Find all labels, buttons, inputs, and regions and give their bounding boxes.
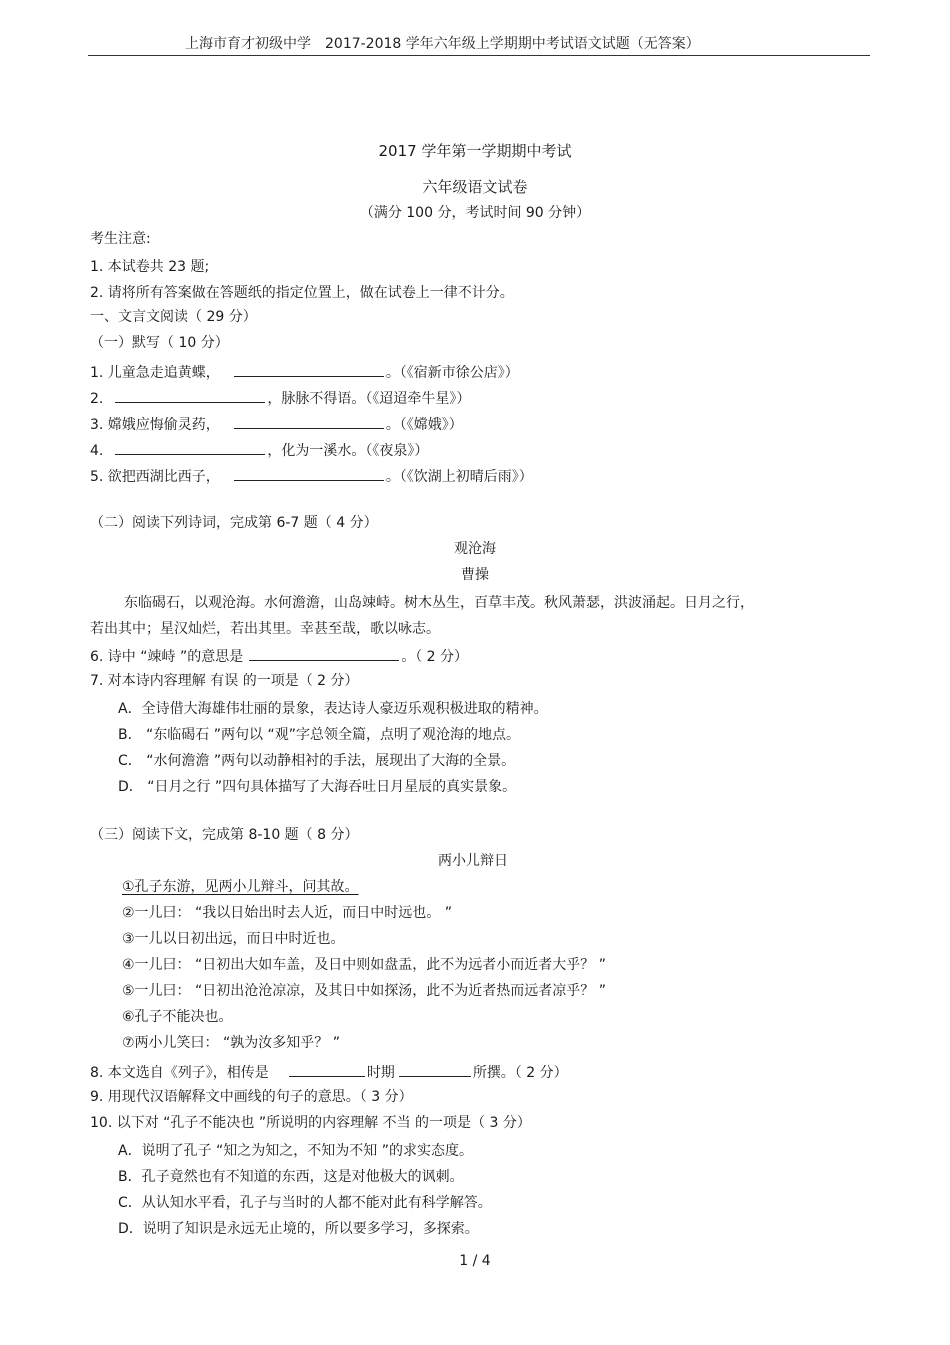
header-divider <box>88 55 870 56</box>
poem-title: 观沧海 <box>454 541 496 557</box>
question-10-stem: 10. 以下对 “孔子不能决也 ”所说明的内容理解 不当 的一项是（ 3 分） <box>90 1115 531 1131</box>
poem-author: 曹操 <box>461 567 489 583</box>
question-3 <box>90 414 463 434</box>
question-text: 时期 <box>366 1065 395 1081</box>
answer-blank[interactable] <box>234 466 384 481</box>
question-text: 所撰。（ 2 分） <box>472 1065 568 1081</box>
part-title: （三）阅读下文，完成第 8-10 题（ 8 分） <box>90 827 359 843</box>
notice-item: 2. 请将所有答案做在答题纸的指定位置上，做在试卷上一律不计分。 <box>90 285 514 301</box>
passage-line: ⑦两小儿笑曰： “孰为汝多知乎？ ” <box>122 1035 340 1051</box>
option-a: A．说明了孔子 “知之为知之，不知为不知 ”的求实态度。 <box>118 1143 473 1159</box>
question-5 <box>90 466 533 486</box>
passage-line: ④一儿曰： “日初出大如车盖，及日中则如盘盂，此不为远者小而近者大乎？ ” <box>122 957 606 973</box>
answer-blank[interactable] <box>234 362 384 377</box>
part-title: （一）默写（ 10 分） <box>90 335 229 351</box>
question-6 <box>90 646 468 666</box>
exam-subtitle: 六年级语文试卷 <box>422 178 528 196</box>
passage-line: ②一儿曰： “我以日始出时去人近，而日中时远也。 ” <box>122 905 452 921</box>
question-text: 8. 本文选自《列子》，相传是 <box>90 1065 269 1081</box>
question-text: 4. <box>90 443 104 459</box>
question-text: 。（《饮湖上初晴后雨》） <box>385 469 533 485</box>
passage-line: ③一儿以日初出远，而日中时近也。 <box>122 931 345 947</box>
answer-blank[interactable] <box>289 1062 365 1077</box>
option-d: D． “日月之行 ”四句具体描写了大海吞吐日月星辰的真实景象。 <box>118 779 517 795</box>
question-text: 。（ 2 分） <box>401 649 469 665</box>
question-4 <box>90 440 428 460</box>
question-text: 5. 欲把西湖比西子， <box>90 469 220 485</box>
question-2 <box>90 388 470 408</box>
question-text: ，化为一溪水。（《夜泉》） <box>267 443 429 459</box>
answer-blank[interactable] <box>115 388 265 403</box>
question-text: ，脉脉不得语。（《迢迢牵牛星》） <box>267 391 471 407</box>
answer-blank[interactable] <box>249 646 399 661</box>
question-text: 。（《嫦娥》） <box>385 417 463 433</box>
passage-line: ⑤一儿曰： “日初出沧沧凉凉，及其日中如探汤，此不为近者热而远者凉乎？ ” <box>122 983 606 999</box>
option-c: C． “水何澹澹 ”两句以动静相衬的手法，展现出了大海的全景。 <box>118 753 516 769</box>
question-text: 2. <box>90 391 104 407</box>
question-7-stem: 7. 对本诗内容理解 有误 的一项是（ 2 分） <box>90 673 359 689</box>
option-a: A．全诗借大海雄伟壮丽的景象，表达诗人豪迈乐观积极进取的精神。 <box>118 701 548 717</box>
page-number: 1 / 4 <box>459 1253 491 1269</box>
option-c: C．从认知水平看，孔子与当时的人都不能对此有科学解答。 <box>118 1195 492 1211</box>
passage-line-underlined: ①孔子东游，见两小儿辩斗，问其故。 <box>122 879 359 895</box>
question-8 <box>90 1062 568 1082</box>
question-text: 6. 诗中 “竦峙 ”的意思是 <box>90 649 244 665</box>
answer-blank[interactable] <box>115 440 265 455</box>
section-title: 一、文言文阅读（ 29 分） <box>90 309 257 325</box>
exam-title: 2017 学年第一学期期中考试 <box>378 142 572 160</box>
answer-blank[interactable] <box>399 1062 471 1077</box>
page-header: 上海市育才初级中学 2017-2018 学年六年级上学期期中考试语文试题（无答案） <box>185 36 700 52</box>
option-d: D．说明了知识是永远无止境的，所以要多学习，多探索。 <box>118 1221 479 1237</box>
answer-blank[interactable] <box>234 414 384 429</box>
notice-label: 考生注意: <box>90 231 151 247</box>
poem-text: 若出其中；星汉灿烂，若出其里。幸甚至哉，歌以咏志。 <box>90 621 440 637</box>
part-title: （二）阅读下列诗词，完成第 6-7 题（ 4 分） <box>90 515 378 531</box>
text-title: 两小儿辩日 <box>438 853 508 869</box>
question-text: 。（《宿新市徐公店》） <box>385 365 519 381</box>
poem-text: 东临碣石，以观沧海。水何澹澹，山岛竦峙。树木丛生，百草丰茂。秋风萧瑟，洪波涌起。日月之行， <box>124 595 754 611</box>
option-b: B．孔子竟然也有不知道的东西，这是对他极大的讽刺。 <box>118 1169 464 1185</box>
question-text: 3. 嫦娥应悔偷灵药， <box>90 417 220 433</box>
option-b: B． “东临碣石 ”两句以 “观”字总领全篇，点明了观沧海的地点。 <box>118 727 520 743</box>
question-9: 9. 用现代汉语解释文中画线的句子的意思。（ 3 分） <box>90 1089 413 1105</box>
notice-item: 1. 本试卷共 23 题; <box>90 259 210 275</box>
question-1 <box>90 362 519 382</box>
passage-line: ⑥孔子不能决也。 <box>122 1009 233 1025</box>
exam-info: （满分 100 分，考试时间 90 分钟） <box>359 205 591 221</box>
question-text: 1. 儿童急走追黄蝶， <box>90 365 220 381</box>
